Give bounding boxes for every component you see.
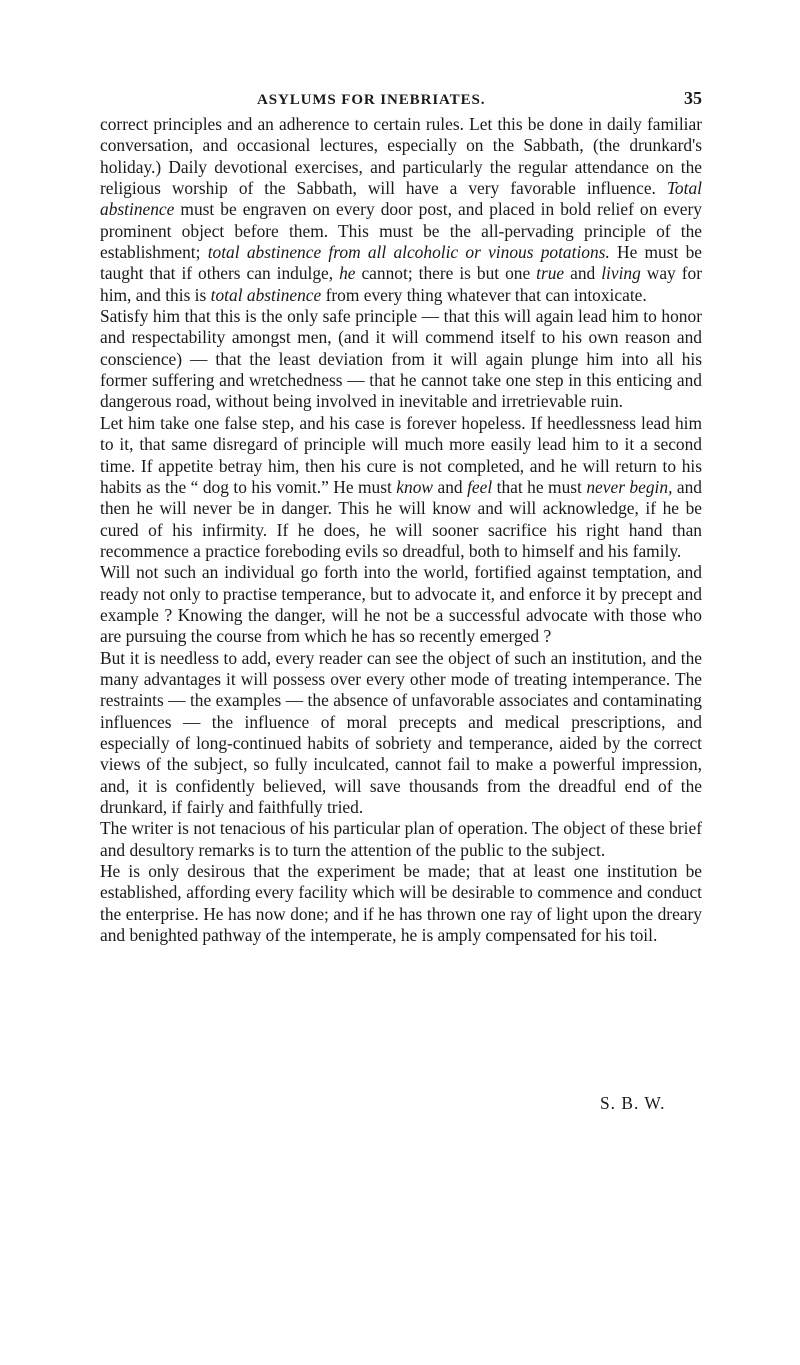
paragraph-text: He must be taught that if others can indulge,: [100, 242, 702, 284]
body-text: [100, 114, 702, 946]
paragraph-text: way for him, and this is: [100, 263, 702, 305]
author-signature: S. B. W.: [600, 1093, 666, 1113]
italic-text: living: [601, 263, 641, 284]
running-title: ASYLUMS FOR INEBRIATES.: [257, 92, 486, 108]
italic-text: never begin,: [586, 476, 673, 497]
paragraph-text: and: [564, 263, 602, 284]
paragraph-text: from every thing whatever that can intoxicate.: [321, 284, 647, 305]
paragraph: [100, 818, 702, 861]
italic-text: true: [536, 263, 565, 284]
paragraph-text: The writer is not tenacious of his particular plan of operation. The object of these brief and desultory remarks is to turn the attention of the public to the subject.: [100, 818, 702, 860]
italic-text: Total abstinence: [100, 178, 702, 220]
paragraph-text: that he must: [492, 476, 587, 497]
paragraph-text: must be engraven on every door post, and placed in bold relief on every prominent object before them. This must be the all-pervading principle of the establishment;: [100, 199, 702, 263]
paragraph: [100, 861, 702, 946]
paragraph-text: Will not such an individual go forth into the world, fortified against temptation, and ready not only to practise temperance, but to advocate it, and enforce it by precept and example ? Knowing the danger, will he not be a successful advocate with those who are pursuing the course from which he has so recently emerged ?: [100, 562, 702, 647]
paragraph: [100, 562, 702, 647]
paragraph: [100, 648, 702, 819]
paragraph-text: and then he will never be in danger. This he will know and will acknowledge, if he be cured of his infirmity. If he does, he will sooner sacrifice his right hand than recommence a practice foreboding evils so dreadful, both to himself and his family.: [100, 476, 702, 561]
italic-text: he: [339, 263, 356, 284]
paragraph-text: Let him take one false step, and his case is forever hopeless. If heedlessness lead him to it, that same disregard of principle will much more easily lead him to it a second time. If appetite betray him, then his cure is not completed, and he will return to his habits as the “ dog to his vomit.” He must: [100, 412, 702, 497]
paragraph-text: and: [433, 476, 468, 497]
paragraph: [100, 306, 702, 413]
italic-text: total abstinence from all alcoholic or vinous potations.: [207, 242, 610, 263]
paragraph-text: He is only desirous that the experiment be made; that at least one institution be established, affording every facility which will be desirable to commence and conduct the enterprise. He has now done; and if he has thrown one ray of light upon the dreary and benighted pathway of the intemperate, he is amply compensated for his toil.: [100, 861, 702, 946]
paragraph: [100, 413, 702, 562]
italic-text: know: [396, 476, 434, 497]
italic-text: total abstinence: [210, 284, 322, 305]
paragraph-text: But it is needless to add, every reader can see the object of such an institution, and the many advantages it will possess over every other mode of treating intemperance. The restraints — the examples — the absence of unfavorable associates and contaminating influences — the influence of moral precepts and medical prescriptions, and especially of long-continued habits of sobriety and temperance, aided by the correct views of the subject, so fully inculcated, cannot fail to make a powerful impression, and, it is confidently believed, will save thousands from the dreadful end of the drunkard, if fairly and faithfully tried.: [100, 647, 702, 817]
italic-text: feel: [467, 476, 493, 497]
paragraph: [100, 114, 702, 306]
paragraph-text: cannot; there is but one: [355, 263, 537, 284]
paragraph-text: correct principles and an adherence to certain rules. Let this be done in daily familiar conversation, and occasional lectures, especially on the Sabbath, (the drunkard's holiday.) Daily devotional exercises, and particularly the regular attendance on the religious worship of the Sabbath, will have a very favorable influence.: [100, 114, 702, 199]
paragraph-text: Satisfy him that this is the only safe principle — that this will again lead him to honor and respectability amongst men, (and it will commend itself to his own reason and conscience) — that the least deviation from it will again plunge him into all his former suffering and wretchedness — that he cannot take one step in this enticing and dangerous road, without being involved in inevitable and irretrievable ruin.: [100, 306, 702, 412]
page-number: 35: [684, 88, 702, 108]
